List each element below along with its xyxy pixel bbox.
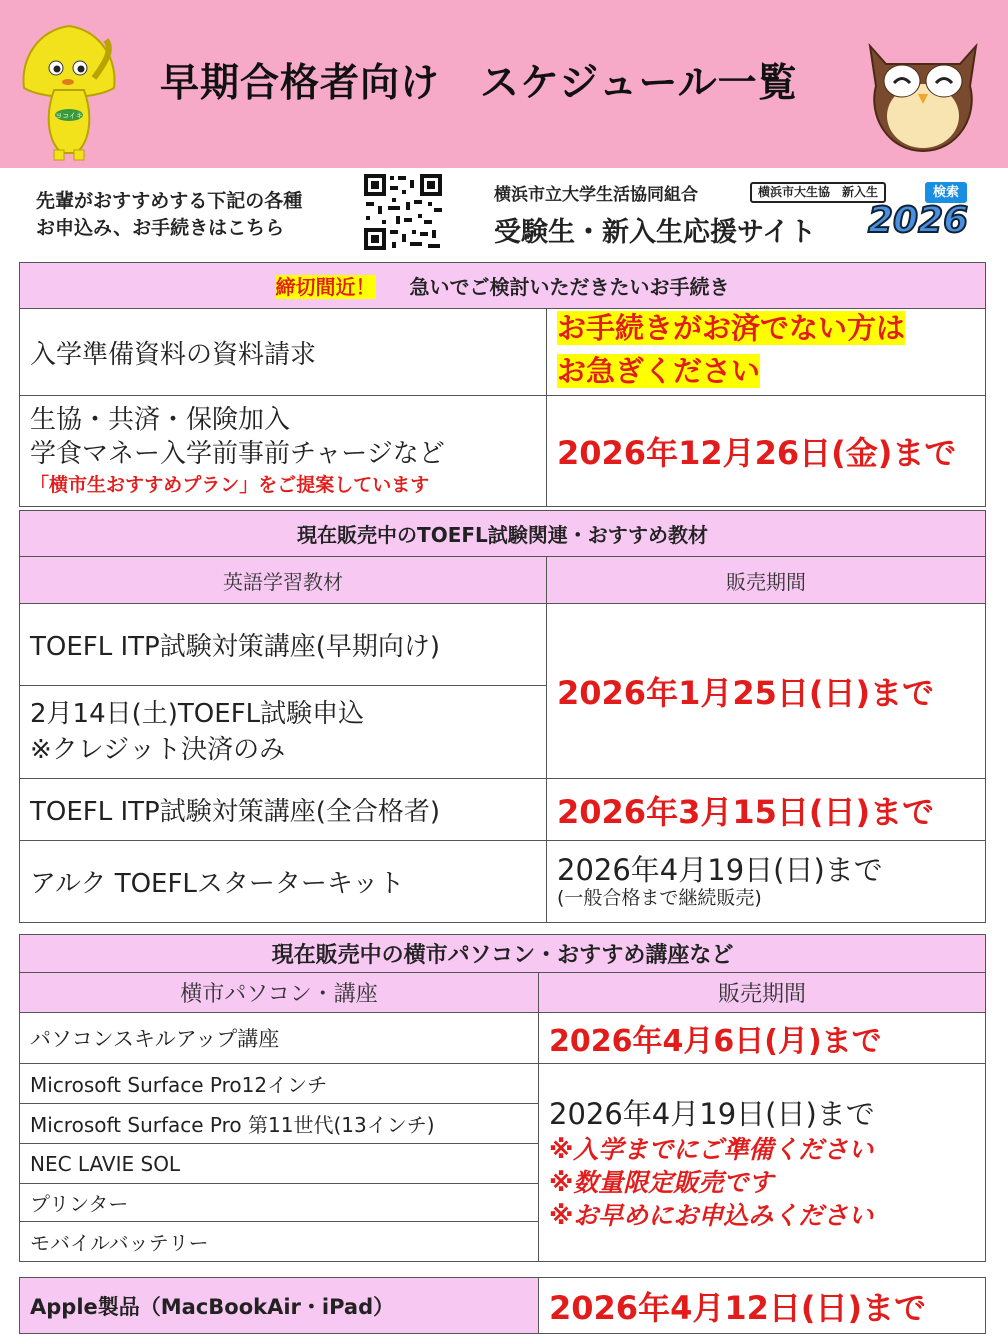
table-row-item: TOEFL ITP試験対策講座(全合格者): [20, 779, 547, 841]
deadline-note: (一般合格まで継続販売): [557, 886, 762, 909]
pc-table: [19, 934, 986, 1262]
table-row-item: パソコンスキルアップ講座: [20, 1013, 539, 1064]
table-row-item: Microsoft Surface Pro12インチ: [20, 1064, 539, 1104]
deadline: 2026年4月19日(日)まで: [557, 852, 883, 887]
mascot-badge: ヨコイキ: [55, 112, 83, 120]
table-row-item: Apple製品（MacBookAir・iPad）: [20, 1278, 539, 1334]
item-line-1: 2月14日(土)TOEFL試験申込: [30, 699, 365, 729]
urgent-header: [20, 263, 986, 309]
header-banner: [0, 0, 1008, 168]
column-header: 横市パソコン・講座: [20, 973, 539, 1013]
deadline: 2026年1月25日(日)まで: [547, 604, 986, 779]
apple-table: [19, 1277, 986, 1334]
toefl-table: [19, 510, 986, 923]
qr-code-icon[interactable]: [362, 172, 444, 252]
urgent-table: [19, 262, 986, 507]
deadline: 2026年12月26日(金)まで: [547, 396, 986, 507]
table-row-item: モバイルバッテリー: [20, 1222, 539, 1262]
info-line-2: お申込み、お手続きはこちら: [36, 217, 285, 239]
status-cell: [547, 309, 986, 396]
section-header: 現在販売中のTOEFL試験関連・おすすめ教材: [20, 511, 986, 557]
urgent-label: 締切間近！: [275, 275, 376, 299]
table-row-item: [20, 686, 547, 779]
column-header: 販売期間: [547, 557, 986, 604]
deadline: 2026年4月12日(日)まで: [539, 1278, 986, 1334]
page-title: 早期合格者向け スケジュール一覧: [160, 61, 798, 106]
table-row-item: 入学準備資料の資料請求: [20, 309, 547, 396]
table-row-item: プリンター: [20, 1184, 539, 1222]
note: ※入学までにご準備ください: [549, 1135, 874, 1164]
ginkgo-mascot-icon: [14, 18, 124, 163]
coop-name: 横浜市立大学生活協同組合: [494, 185, 698, 205]
section-header: 現在販売中の横市パソコン・おすすめ講座など: [20, 935, 986, 973]
urgent-title: 急いでご検討いただきたいお手続き: [409, 275, 730, 299]
site-title: 受験生・新入生応援サイト: [494, 217, 817, 248]
status-line-1: お手続きがお済でない方は: [557, 311, 906, 345]
deadline: 2026年4月19日(日)まで: [549, 1097, 875, 1131]
site-year: 2026: [868, 200, 969, 241]
owl-mascot-icon: [858, 26, 988, 156]
deadline-cell: [539, 1064, 986, 1262]
note: ※お早めにお申込みください: [549, 1201, 874, 1230]
deadline-cell: [547, 841, 986, 923]
item-note: 「横市生おすすめプラン」をご提案しています: [30, 474, 430, 496]
table-row-item: NEC LAVIE SOL: [20, 1144, 539, 1184]
search-term-box[interactable]: 横浜市大生協 新入生: [750, 182, 886, 203]
info-text: [36, 188, 302, 242]
deadline: 2026年4月6日(月)まで: [539, 1013, 986, 1064]
info-line-1: 先輩がおすすめする下記の各種: [36, 190, 303, 212]
item-line-1: 生協・共済・保険加入: [30, 405, 291, 435]
table-row-item: TOEFL ITP試験対策講座(早期向け): [20, 604, 547, 686]
note: ※数量限定販売です: [549, 1168, 774, 1197]
item-line-2: 学食マネー入学前事前チャージなど: [30, 439, 445, 469]
column-header: 販売期間: [539, 973, 986, 1013]
table-row-item: [20, 396, 547, 507]
status-line-2: お急ぎください: [557, 354, 761, 388]
table-row-item: アルク TOEFLスターターキット: [20, 841, 547, 923]
search-button[interactable]: 検索: [925, 182, 967, 203]
table-row-item: Microsoft Surface Pro 第11世代(13インチ): [20, 1104, 539, 1144]
column-header: 英語学習教材: [20, 557, 547, 604]
deadline: 2026年3月15日(日)まで: [547, 779, 986, 841]
item-line-2: ※クレジット決済のみ: [30, 735, 286, 765]
